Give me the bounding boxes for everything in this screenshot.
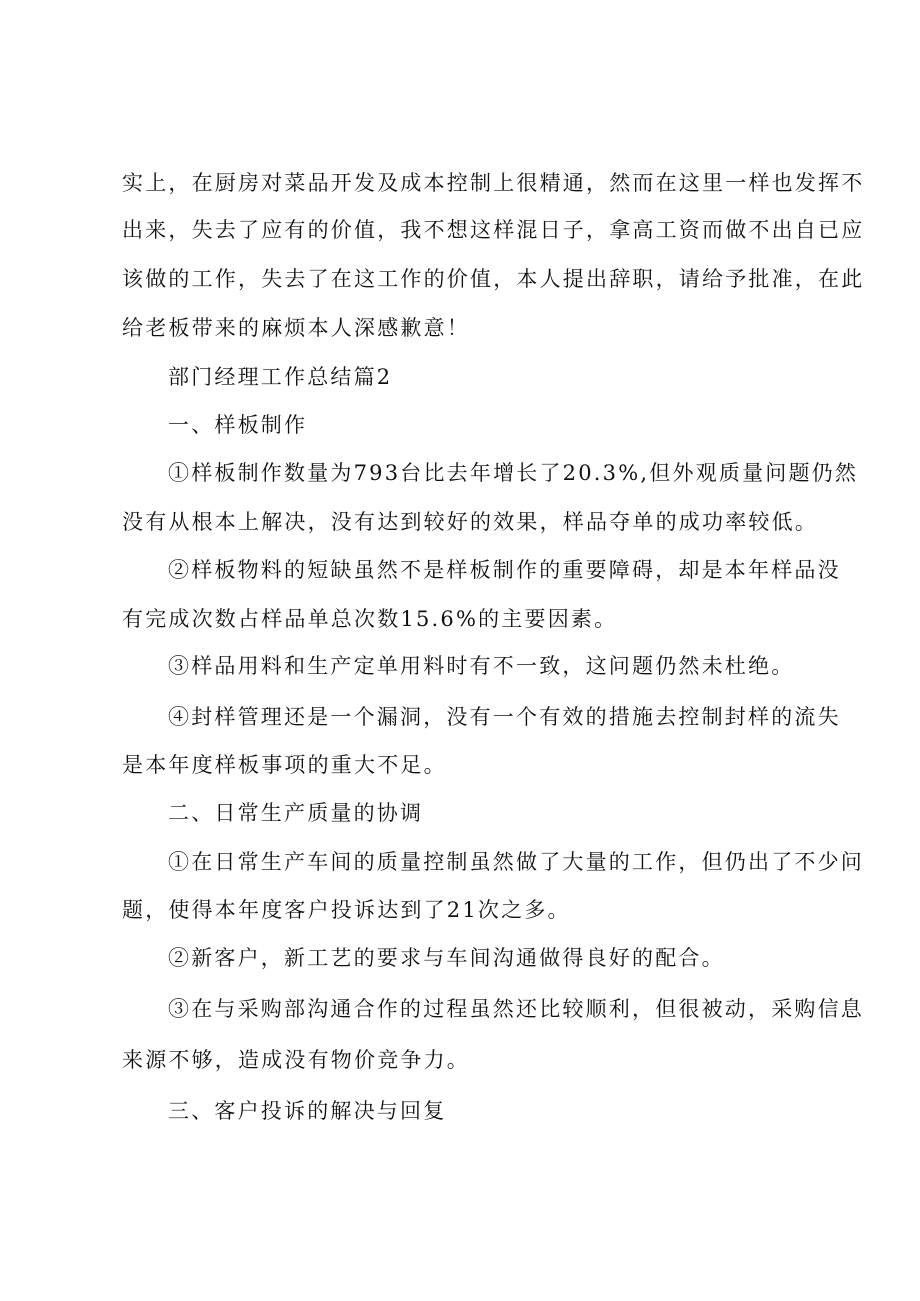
paragraph-line: 来源不够，造成没有物价竞争力。 bbox=[122, 1048, 470, 1072]
paragraph-line: ③样品用料和生产定单用料时有不一致，这问题仍然未杜绝。 bbox=[168, 654, 795, 678]
section-heading: 三、客户投诉的解决与回复 bbox=[168, 1099, 447, 1123]
section-heading: 二、日常生产质量的协调 bbox=[168, 801, 424, 825]
paragraph-line: 实上，在厨房对菜品开发及成本控制上很精通，然而在这里一样也发挥不 bbox=[122, 171, 865, 195]
paragraph-line: 是本年度样板事项的重大不足。 bbox=[122, 753, 447, 777]
paragraph-line: 有完成次数占样品单总次数15.6%的主要因素。 bbox=[122, 607, 618, 631]
paragraph-line: 该做的工作，失去了在这工作的价值，本人提出辞职，请给予批准，在此 bbox=[122, 267, 865, 291]
paragraph-line: 给老板带来的麻烦本人深感歉意！ bbox=[122, 316, 470, 340]
paragraph-line: 出来，失去了应有的价值，我不想这样混日子，拿高工资而做不出自已应 bbox=[122, 218, 865, 242]
paragraph-line: 没有从根本上解决，没有达到较好的效果，样品夺单的成功率较低。 bbox=[122, 510, 818, 534]
paragraph-line: 题，使得本年度客户投诉达到了21次之多。 bbox=[122, 898, 571, 922]
paragraph-line: ①样板制作数量为793台比去年增长了20.3%,但外观质量问题仍然 bbox=[168, 461, 859, 485]
paragraph-line: ②样板物料的短缺虽然不是样板制作的重要障碍，却是本年样品没 bbox=[168, 558, 841, 582]
paragraph-line: ②新客户，新工艺的要求与车间沟通做得良好的配合。 bbox=[168, 946, 725, 970]
paragraph-line: ③在与采购部沟通合作的过程虽然还比较顺利，但很被动，采购信息 bbox=[168, 997, 864, 1021]
paragraph-line: ④封样管理还是一个漏洞，没有一个有效的措施去控制封样的流失 bbox=[168, 705, 841, 729]
paragraph-line: ①在日常生产车间的质量控制虽然做了大量的工作，但仍出了不少问 bbox=[168, 850, 864, 874]
section-heading: 一、样板制作 bbox=[168, 413, 308, 437]
section-title: 部门经理工作总结篇2 bbox=[168, 365, 393, 389]
